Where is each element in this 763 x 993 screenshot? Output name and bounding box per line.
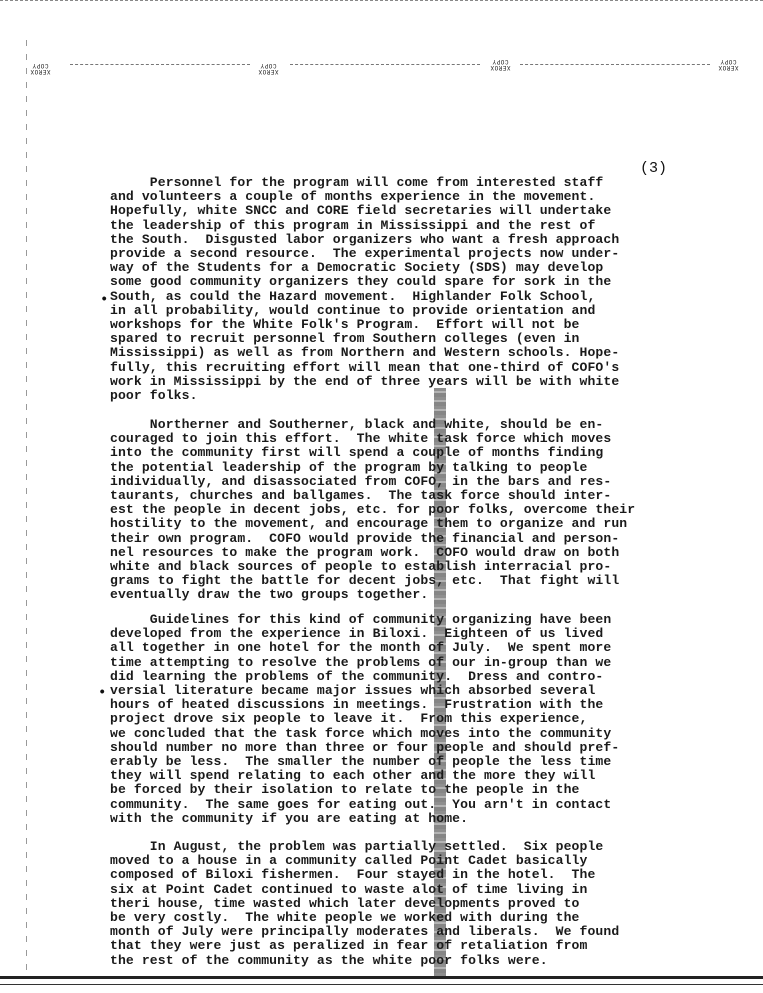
copy-stamp-text: COPY — [492, 58, 509, 65]
xerox-copy-stamp — [258, 62, 279, 74]
xerox-stamp-text: XEROX — [490, 64, 511, 71]
xerox-stamp-text: XEROX — [258, 68, 279, 75]
xerox-copy-stamp — [30, 62, 51, 74]
paragraph-northerner-southerner: Northerner and Southerner, black and white, should be en- couraged to join this effort. The white task force which moves into the community first will spend a couple of months finding the potential leadership of the program by talking to people individually, and disassociated from COFO, in the bars and res- taurants, churches and ballgames. The task force should inter- est the people in decent jobs, etc. for poor folks, overcome their hostility to the movement, and encourage them to organize and run their own program. COFO would provide the financial and person- nel resources to make the program work. COFO would draw on both white and black sources of people to establish interracial pro- grams to fight the battle for decent jobs, etc. That fight will eventually draw the two groups together. — [110, 417, 636, 603]
margin-bullet-mark: • — [98, 685, 107, 701]
xerox-stamp-text: XEROX — [718, 64, 739, 71]
paragraph-personnel: Personnel for the program will come from interested staff and volunteers a couple of months experience in the movement. Hopefully, white SNCC and CORE field secretaries will undertake the leadership of this program in Mississippi and the rest of the South. Disgusted labor organizers who want a fresh approach provide a second resource. The experimental projects now under- way of the Students for a Democratic Society (SDS) may develop some good community organizers they could spare for sork in the South, as could the Hazard movement. Highlander Folk School, in all probability, would continue to provide orientation and workshops for the White Folk's Program. Effort will not be spared to recruit personnel from Southern colleges (even in Mississippi) as well as from Northern and Western schools. Hope- fully, this recruiting effort will mean that one-third of COFO's work in Mississippi by the end of three years will be with white poor folks. — [110, 175, 620, 404]
page-bottom-edge — [0, 976, 763, 993]
page-number: (3) — [640, 160, 668, 177]
paragraph-guidelines: Guidelines for this kind of community organizing have been developed from the experience in Biloxi. Eighteen of us lived all together in one hotel for the month of July. We spent more time attempting to resolve the problems of our in-group than we did learning the problems of the community. Dress and contro- versial literature became major issues which absorbed several hours of heated discussions in meetings. Frustration with the project drove six people to leave it. From this experience, we concluded that the task force which moves into the community should number no more than three or four people and should pref- erably be less. The smaller the number of people the less time they will spend relating to each other and the more they will be forced by their isolation to relate to the people in the community. The same goes for eating out. You arn't in contact with the community if you are eating at home. — [110, 612, 620, 826]
margin-bullet-mark: • — [100, 292, 109, 308]
copy-strip-rule — [520, 64, 710, 65]
copy-stamp-text: COPY — [260, 62, 277, 69]
paragraph-august: In August, the problem was partially settled. Six people moved to a house in a community called Point Cadet basically composed of Biloxi fishermen. Four stayed in the hotel. The six at Point Cadet continued to waste alot of time living in theri house, time wasted which later developments proved to be very costly. The white people we worked with during the month of July were principally moderates and liberals. We found that they were just as peralized in fear of retaliation from the rest of the community as the white poor folks were. — [110, 839, 620, 968]
copy-strip-rule — [70, 64, 250, 65]
page-top-edge — [0, 0, 763, 5]
copy-strip-rule — [290, 64, 480, 65]
copy-stamp-text: COPY — [32, 62, 49, 69]
xerox-copy-stamp — [490, 58, 511, 70]
copy-stamp-text: COPY — [720, 58, 737, 65]
xerox-copy-stamp — [718, 58, 739, 70]
xerox-stamp-text: XEROX — [30, 68, 51, 75]
page-left-edge — [26, 40, 27, 970]
